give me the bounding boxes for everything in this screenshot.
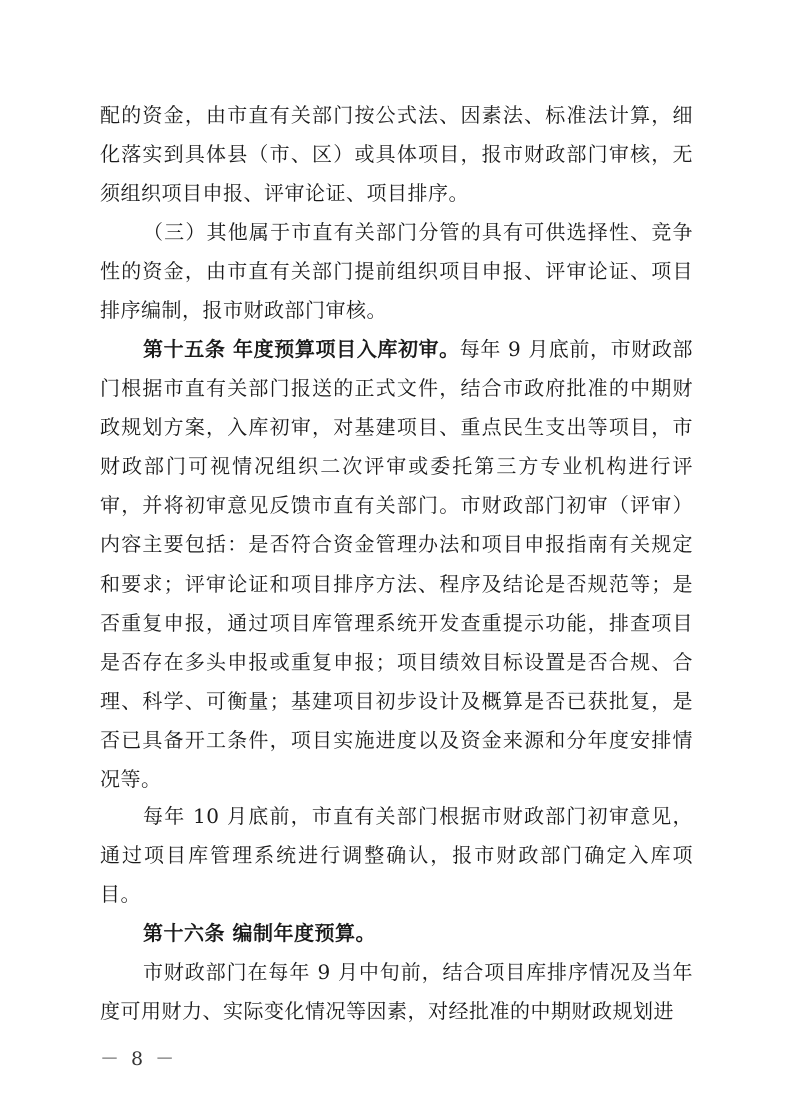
paragraph-4 xyxy=(100,797,693,914)
article-15-text: 每年 9 月底前，市财政部门根据市直有关部门报送的正式文件，结合市政府批准的中期财政规划方案，入库初审，对基建项目、重点民生支出等项目，市财政部门可视情况组织二次评审或委托第三方专业机构进行评审，并将初审意见反馈市直有关部门。市财政部门初审（评审）内容主要包括：是否符合资金管理办法和项目申报指南有关规定和要求；评审论证和项目排序方法、程序及结论是否规范等；是否重复申报，通过项目库管理系统开发查重提示功能，排查项目是否存在多头申报或重复申报；项目绩效目标设置是否合规、合理、科学、可衡量；基建项目初步设计及概算是否已获批复，是否已具备开工条件，项目实施进度以及资金来源和分年度安排情况等。 xyxy=(100,337,693,792)
article-16-heading: 第十六条 编制年度预算。 xyxy=(143,921,376,945)
paragraph-1-text: 配的资金，由市直有关部门按公式法、因素法、标准法计算，细化落实到具体县（市、区）或具体项目，报市财政部门审核，无须组织项目申报、评审论证、项目排序。 xyxy=(100,103,693,206)
article-15 xyxy=(100,330,693,799)
paragraph-4-text: 每年 10 月底前，市直有关部门根据市财政部门初审意见，通过项目库管理系统进行调整确认，报市财政部门确定入库项目。 xyxy=(100,804,693,907)
paragraph-2 xyxy=(100,213,693,330)
article-15-heading: 第十五条 年度预算项目入库初审。 xyxy=(143,337,460,361)
paragraph-6-text: 市财政部门在每年 9 月中旬前，结合项目库排序情况及当年度可用财力、实际变化情况等因素，对经批准的中期财政规划进 xyxy=(100,960,693,1024)
article-16 xyxy=(100,914,693,953)
paragraph-1 xyxy=(100,96,693,213)
paragraph-6 xyxy=(100,953,693,1031)
page-number: － 8 － xyxy=(100,1048,178,1070)
paragraph-2-text: （三）其他属于市直有关部门分管的具有可供选择性、竞争性的资金，由市直有关部门提前组织项目申报、评审论证、项目排序编制，报市财政部门审核。 xyxy=(100,220,693,323)
